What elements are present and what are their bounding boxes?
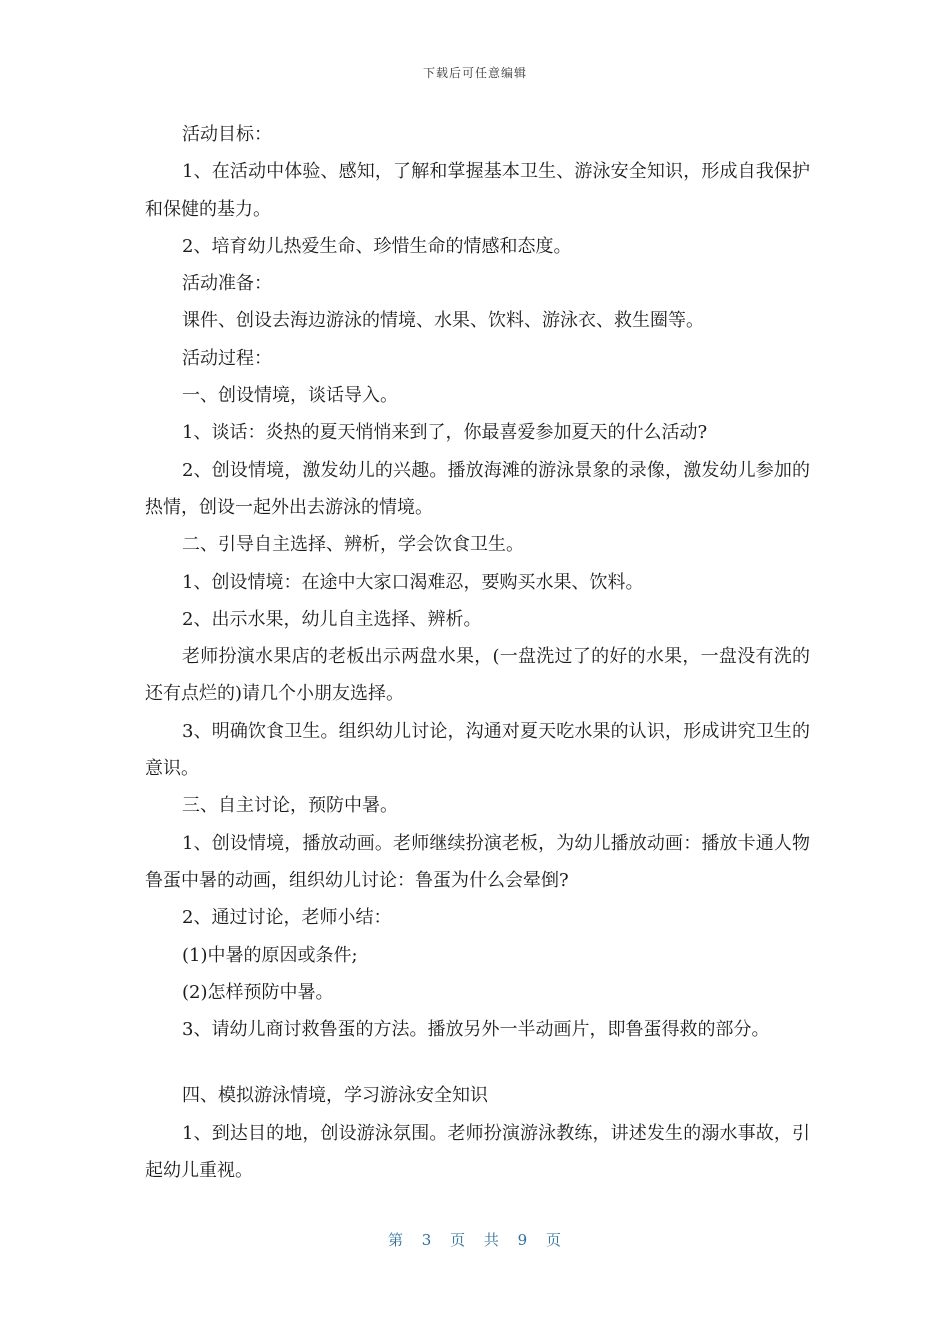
- section-1-title: 一、创设情境，谈话导入。: [182, 385, 398, 407]
- goal-item-1: 1、在活动中体验、感知，了解和掌握基本卫生、游泳安全知识，形成自我保护和保健的基力。: [145, 161, 810, 220]
- heading-activity-process: 活动过程：: [182, 347, 272, 369]
- section-4-title: 四、模拟游泳情境，学习游泳安全知识: [182, 1085, 488, 1107]
- section-3-step-2: 2、通过讨论，老师小结：: [182, 907, 392, 929]
- heading-activity-preparation: 活动准备：: [182, 273, 272, 295]
- page-number-footer: 第 3 页 共 9 页: [388, 1231, 562, 1249]
- page-header: 下载后可任意编辑: [422, 66, 527, 80]
- section-4-step-1: 1、到达目的地，创设游泳氛围。老师扮演游泳教练，讲述发生的溺水事故，引起幼儿重视。: [145, 1122, 810, 1182]
- section-1-step-2: 2、创设情境，激发幼儿的兴趣。播放海滩的游泳景象的录像，激发幼儿参加的热情，创设一起外出去游泳的情境。: [145, 459, 810, 518]
- section-3-step-3: 3、请幼儿商讨救鲁蛋的方法。播放另外一半动画片，即鲁蛋得救的部分。: [182, 1019, 770, 1041]
- paragraph-gap: [145, 1048, 810, 1077]
- section-3-title: 三、自主讨论，预防中暑。: [182, 795, 398, 817]
- section-3-point-2: (2)怎样预防中暑。: [182, 981, 334, 1003]
- section-1-step-1: 1、谈话：炎热的夏天悄悄来到了，你最喜爱参加夏天的什么活动?: [182, 422, 708, 444]
- section-3-point-1: (1)中暑的原因或条件;: [182, 944, 358, 966]
- section-2-step-2: 2、出示水果，幼儿自主选择、辨析。: [182, 608, 482, 630]
- section-3-step-1: 1、创设情境，播放动画。老师继续扮演老板，为幼儿播放动画：播放卡通人物鲁蛋中暑的动画，组织幼儿讨论：鲁蛋为什么会晕倒?: [145, 832, 810, 891]
- goal-item-2: 2、培育幼儿热爱生命、珍惜生命的情感和态度。: [182, 235, 572, 257]
- section-2-step-3: 3、明确饮食卫生。组织幼儿讨论，沟通对夏天吃水果的认识，形成讲究卫生的意识。: [145, 720, 810, 780]
- section-2-teacher-note: 老师扮演水果店的老板出示两盘水果，(一盘洗过了的好的水果，一盘没有洗的还有点烂的)请几个小朋友选择。: [145, 646, 810, 705]
- preparation-text: 课件、创设去海边游泳的情境、水果、饮料、游泳衣、救生圈等。: [182, 310, 704, 332]
- section-2-title: 二、引导自主选择、辨析，学会饮食卫生。: [182, 534, 524, 556]
- heading-activity-goals: 活动目标：: [182, 124, 272, 145]
- section-2-step-1: 1、创设情境：在途中大家口渴难忍，要购买水果、饮料。: [182, 571, 644, 593]
- document-body: [145, 116, 810, 1189]
